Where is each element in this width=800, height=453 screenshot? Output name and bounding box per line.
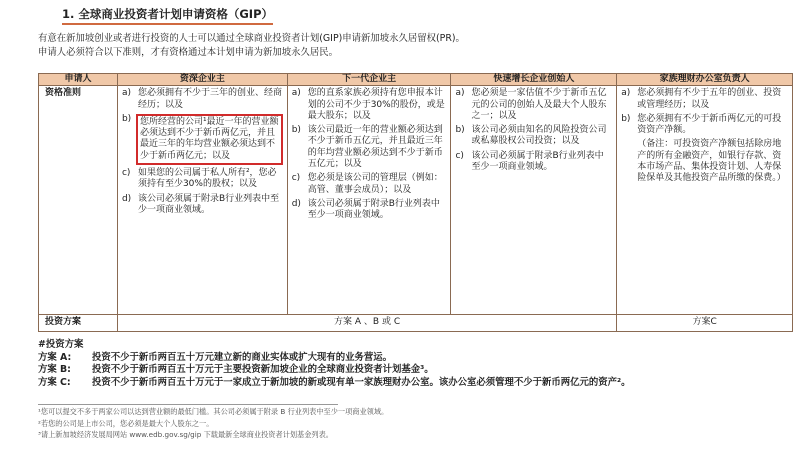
- footnote-divider: [38, 404, 338, 405]
- plan-options-abc: 方案 A 、B 或 C: [117, 315, 616, 331]
- nextgen-item-c: c) 您必须是该公司的管理层（例如：高管、董事会成员）；以及: [291, 173, 443, 195]
- footnote-1: ¹您可以提交不多于两家公司以达到营业额的最低门槛。其公司必须属于附录 B 行业列表中至少一项商业领域。: [38, 407, 389, 416]
- eligibility-table: [38, 73, 793, 332]
- plan-label: 投资方案: [39, 315, 118, 331]
- nextgen-item-d: d) 该公司必须属于附录B行业列表中至少一项商业领域。: [291, 198, 440, 221]
- family-office-note: （备注：可投资资产净额包括除房地产的所有金融资产，如银行存款、资本市场产品、集体投资计划、人寿保险保单及其他投资产品所缴的保费。）: [637, 139, 786, 184]
- header-established-owner: 资深企业主: [117, 74, 287, 86]
- footnotes: [38, 406, 388, 441]
- criteria-row: [39, 86, 793, 315]
- family-item-a: a) 您必须拥有不少于五年的创业、投资或管理经历；以及: [621, 88, 782, 110]
- founder-item-b: b) 该公司必须由知名的风险投资公司或私募股权公司投资；以及: [455, 125, 607, 147]
- established-item-b: b) 您所经营的公司¹最近一年的营业额必须达到不少于新币两亿元，并且最近三年的年均营业额必须达到不少于新币两亿元；以及: [122, 114, 283, 165]
- section-title: [62, 6, 273, 22]
- established-item-a: a) 您必须拥有不少于三年的创业、经商经历；以及: [121, 88, 282, 110]
- table-header-row: [39, 74, 793, 86]
- header-next-gen-owner: 下一代企业主: [287, 74, 451, 86]
- scheme-c: 方案 C: 投资不少于新币两百五十万元于一家成立于新加坡的新或现有单一家族理财办公室。该办公室必须管理不少于新币两亿元的资产²。: [38, 376, 631, 388]
- criteria-label: 资格准则: [39, 86, 118, 315]
- family-office-criteria-cell: [617, 86, 793, 315]
- header-family-office: 家族理财办公室负责人: [617, 74, 793, 86]
- established-criteria-cell: [117, 86, 287, 315]
- header-founder: 快速增长企业创始人: [451, 74, 617, 86]
- established-item-d: d) 该公司必须属于附录B行业列表中至少一项商业领域。: [121, 193, 280, 215]
- scheme-b: 方案 B: 投资不少于新币两百五十万元于主要投资新加坡企业的全球商业投资者计划基金³。: [38, 364, 434, 376]
- header-applicant: 申请人: [39, 74, 118, 86]
- nextgen-item-b: b) 该公司最近一年的营业额必须达到不少于新币五亿元，并且最近三年的年均营业额必须达到不少于新币五亿元；以及: [291, 125, 443, 170]
- schemes-heading: #投资方案: [38, 339, 84, 350]
- nextgen-item-a: a) 您的直系家族必须持有您申报本计划的公司不少于30%的股份，或是最大股东；以及: [291, 88, 445, 121]
- established-item-c: c) 如果您的公司属于私人所有²，您必须持有至少30%的股权；以及: [121, 168, 277, 190]
- intro-line-2: 申请人必须符合以下准则，才有资格通过本计划申请为新加坡永久居民。: [38, 47, 339, 58]
- founder-item-a: a) 您必须是一家估值不少于新币五亿元的公司的创始人及最大个人股东之一；以及: [455, 88, 607, 121]
- plan-option-c: 方案C: [617, 315, 793, 331]
- intro-paragraph: [38, 32, 778, 60]
- footnote-2: ²若您的公司是上市公司，您必须是最大个人股东之一。: [38, 418, 214, 428]
- section-title-text: 1. 全球商业投资者计划申请资格（GIP）: [62, 7, 274, 21]
- investment-plan-row: [39, 315, 793, 331]
- scheme-a: 方案 A: 投资不少于新币两百五十万元建立新的商业实体或扩大现有的业务营运。: [38, 351, 393, 363]
- footnote-3: ³请上新加坡经济发展局网站 www.edb.gov.sg/gip 下载最新全球商业投资者计划基金列表。: [38, 430, 333, 439]
- founder-criteria-cell: [451, 86, 617, 315]
- founder-item-c: c) 该公司必须属于附录B行业列表中至少一项商业领域。: [455, 150, 604, 173]
- nextgen-criteria-cell: [287, 86, 451, 315]
- highlighted-revenue-criterion: 您所经营的公司¹最近一年的营业额必须达到不少于新币两亿元，并且最近三年的年均营业额必须达到不少于新币两亿元；以及: [136, 114, 283, 165]
- intro-line-1: 有意在新加坡创业或者进行投资的人士可以通过全球商业投资者计划(GIP)申请新加坡永久居留权(PR)。: [38, 33, 465, 44]
- investment-schemes: [38, 339, 631, 389]
- title-underline: [62, 23, 273, 25]
- family-item-b: b) 您必须拥有不少于新币两亿元的可投资资产净额。: [621, 113, 782, 136]
